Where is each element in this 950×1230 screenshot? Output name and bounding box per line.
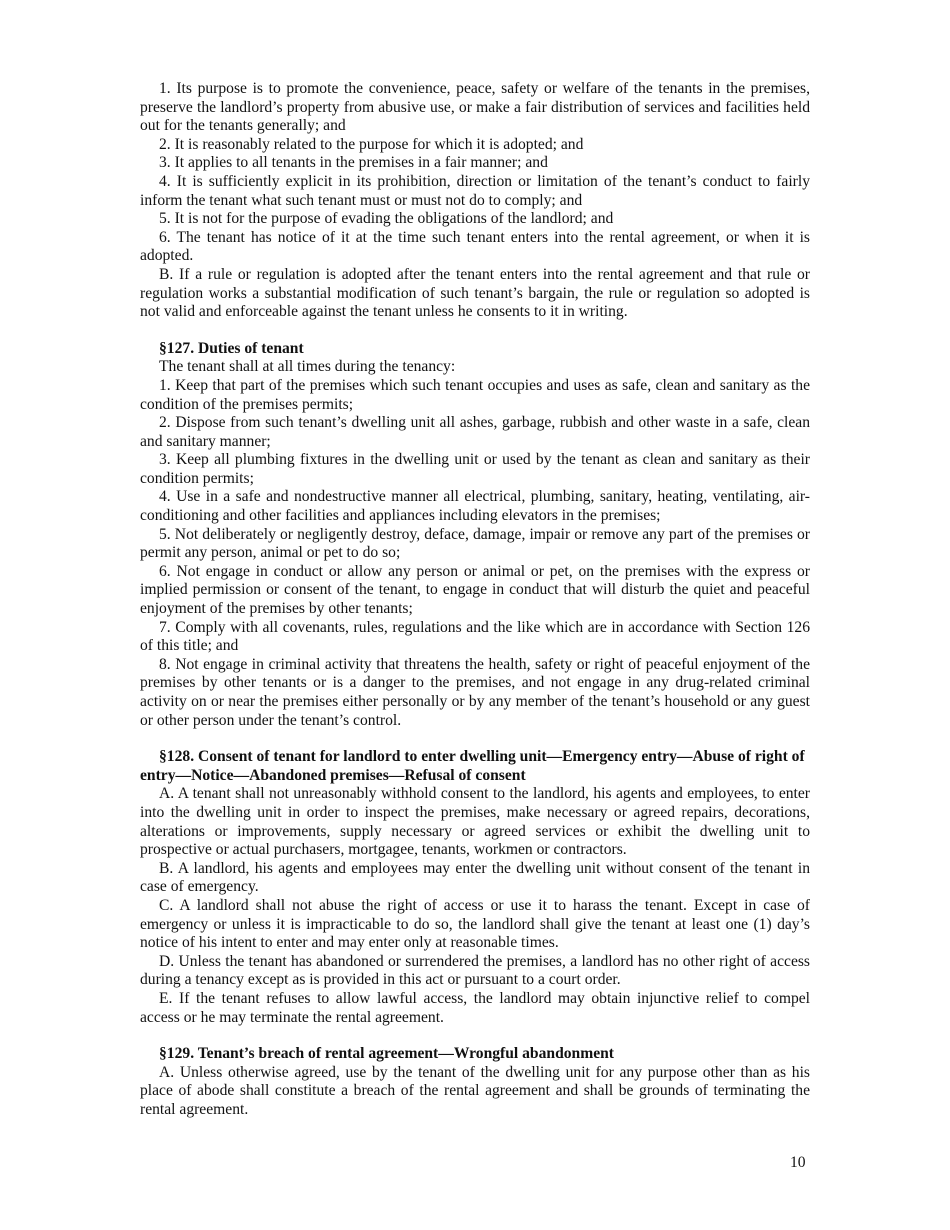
- paragraph: 3. Keep all plumbing fixtures in the dwelling unit or used by the tenant as clean and sanitary as their condition permits;: [140, 451, 810, 487]
- paragraph: 3. It applies to all tenants in the premises in a fair manner; and: [159, 154, 548, 172]
- paragraph: B. A landlord, his agents and employees may enter the dwelling unit without consent of the tenant in case of emergency.: [140, 859, 810, 896]
- section-heading: §129. Tenant’s breach of rental agreement—Wrongful abandonment: [159, 1045, 614, 1063]
- paragraph: The tenant shall at all times during the tenancy:: [159, 358, 456, 376]
- section-heading: §128. Consent of tenant for landlord to enter dwelling unit—Emergency entry—Abuse of right of entry—Notice—Abandoned premises—Refusal of consent: [140, 748, 805, 784]
- section-128: [140, 748, 810, 1027]
- section-127: [140, 340, 810, 730]
- paragraph: 5. It is not for the purpose of evading the obligations of the landlord; and: [159, 210, 614, 228]
- paragraph: D. Unless the tenant has abandoned or surrendered the premises, a landlord has no other right of access during a tenancy except as is provided in this act or pursuant to a court order.: [140, 952, 810, 989]
- paragraph: 1. Keep that part of the premises which such tenant occupies and uses as safe, clean and sanitary as the condition of the premises permits;: [140, 376, 810, 413]
- intro-section: [140, 80, 810, 322]
- paragraph: B. If a rule or regulation is adopted after the tenant enters into the rental agreement and that rule or regulation works a substantial modification of such tenant’s bargain, the rule or regulation so adopted is not valid and enforceable against the tenant unless he consents to it in writing.: [140, 265, 810, 321]
- paragraph: 4. It is sufficiently explicit in its prohibition, direction or limitation of the tenant’s conduct to fairly inform the tenant what such tenant must or must not do to comply; and: [140, 172, 810, 209]
- paragraph: 2. Dispose from such tenant’s dwelling unit all ashes, garbage, rubbish and other waste in a safe, clean and sanitary manner;: [140, 414, 810, 450]
- paragraph: 6. The tenant has notice of it at the time such tenant enters into the rental agreement, or when it is adopted.: [140, 228, 810, 265]
- section-heading: §127. Duties of tenant: [159, 339, 304, 357]
- paragraph: 7. Comply with all covenants, rules, regulations and the like which are in accordance with Section 126 of this title; and: [140, 618, 810, 655]
- paragraph: 8. Not engage in criminal activity that threatens the health, safety or right of peaceful enjoyment of the premises by other tenants or is a danger to the premises, and not engage in any drug-related criminal activity on or near the premises either personally or by any member of the tenant’s household or any guest or other person under the tenant’s control.: [140, 655, 810, 729]
- paragraph: A. A tenant shall not unreasonably withhold consent to the landlord, his agents and employees, to enter into the dwelling unit in order to inspect the premises, make necessary or agreed repairs, decorations, alterations or improvements, supply necessary or agreed services or exhibit the dwelling unit to prospective or actual purchasers, mortgagee, tenants, workmen or contractors.: [140, 785, 810, 859]
- paragraph: C. A landlord shall not abuse the right of access or use it to harass the tenant. Except in case of emergency or unless it is impracticable to do so, the landlord shall give the tenant at least one (1) day’s notice of his intent to enter and may enter only at reasonable times.: [140, 896, 810, 952]
- paragraph: 5. Not deliberately or negligently destroy, deface, damage, impair or remove any part of the premises or permit any person, animal or pet to do so;: [140, 525, 810, 562]
- paragraph: 1. Its purpose is to promote the convenience, peace, safety or welfare of the tenants in the premises, preserve the landlord’s property from abusive use, or make a fair distribution of services and facilities held out for the tenants generally; and: [140, 80, 810, 135]
- page-number: 10: [790, 1154, 806, 1171]
- document-page: [140, 80, 810, 1119]
- paragraph: 2. It is reasonably related to the purpose for which it is adopted; and: [159, 135, 584, 153]
- paragraph: 4. Use in a safe and nondestructive manner all electrical, plumbing, sanitary, heating, ventilating, air-conditioning and other facilities and appliances including elevators in the premises;: [140, 488, 810, 525]
- paragraph: 6. Not engage in conduct or allow any person or animal or pet, on the premises with the express or implied permission or consent of the tenant, to engage in conduct that will disturb the quiet and peaceful enjoyment of the premises by other tenants;: [140, 562, 810, 618]
- paragraph: E. If the tenant refuses to allow lawful access, the landlord may obtain injunctive relief to compel access or he may terminate the rental agreement.: [140, 989, 810, 1026]
- paragraph: A. Unless otherwise agreed, use by the tenant of the dwelling unit for any purpose other than as his place of abode shall constitute a breach of the rental agreement and shall be grounds of terminating the rental agreement.: [140, 1063, 810, 1118]
- section-129: [140, 1045, 810, 1119]
